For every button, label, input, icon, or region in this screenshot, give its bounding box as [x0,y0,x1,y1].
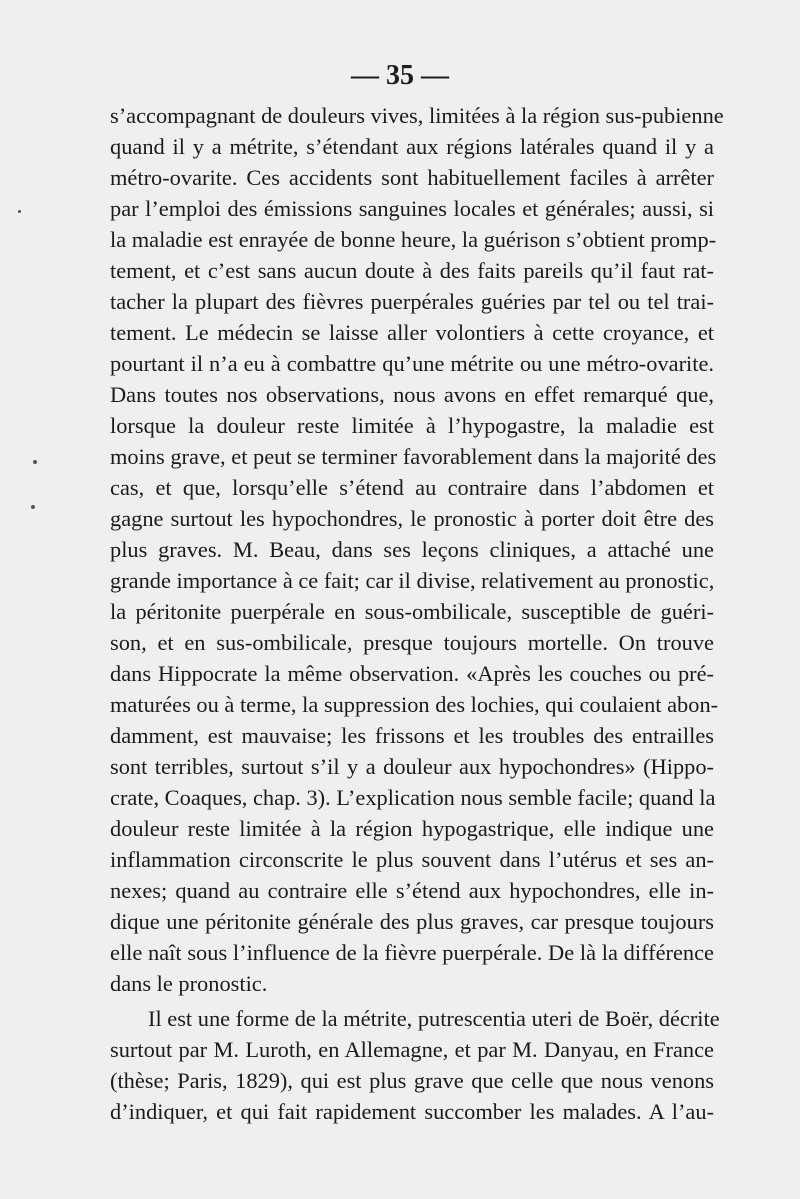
text-line: Il est une forme de la métrite, putrescentia uteri de Boër, décrite [148,1006,720,1031]
page-number: — 35 — [351,60,449,91]
text-line: grande importance à ce fait; car il divise, relativement au pronostic, [110,568,715,593]
text-line: tement, et c’est sans aucun doute à des faits pareils qu’il faut rat- [110,258,714,283]
text-line: inflammation circonscrite le plus souvent dans l’utérus et ses an- [110,847,714,872]
text-line: elle naît sous l’influence de la fièvre puerpérale. De là la différence [110,940,714,965]
text-line: nexes; quand au contraire elle s’étend aux hypochondres, elle in- [110,878,714,903]
text-line: pourtant il n’a eu à combattre qu’une métrite ou une métro-ovarite. [110,351,714,376]
text-line: dans Hippocrate la même observation. «Après les couches ou pré- [110,661,714,686]
text-line: par l’emploi des émissions sanguines locales et générales; aussi, si [110,196,714,221]
body-text [110,100,724,1127]
text-line: plus graves. M. Beau, dans ses leçons cliniques, a attaché une [110,537,714,562]
text-line: la péritonite puerpérale en sous-ombilicale, susceptible de guéri- [110,599,714,624]
text-line: dans le pronostic. [110,971,268,996]
text-line: cas, et que, lorsqu’elle s’étend au contraire dans l’abdomen et [110,475,714,500]
text-line: surtout par M. Luroth, en Allemagne, et par M. Danyau, en France [110,1037,714,1062]
text-line: gagne surtout les hypochondres, le pronostic à porter doit être des [110,506,714,531]
text-line: métro-ovarite. Ces accidents sont habituellement faciles à arrêter [110,165,714,190]
text-line: maturées ou à terme, la suppression des lochies, qui coulaient abon- [110,692,719,717]
text-line: son, et en sus-ombilicale, presque toujours mortelle. On trouve [110,630,714,655]
text-line: s’accompagnant de douleurs vives, limitées à la région sus-pubienne [110,103,724,128]
text-line: moins grave, et peut se terminer favorablement dans la majorité des [110,444,717,469]
text-line: (thèse; Paris, 1829), qui est plus grave que celle que nous venons [110,1068,714,1093]
text-line: dique une péritonite générale des plus graves, car presque toujours [110,909,714,934]
text-line: la maladie est enrayée de bonne heure, la guérison s’obtient promp- [110,227,717,252]
text-line: quand il y a métrite, s’étendant aux régions latérales quand il y a [110,134,714,159]
text-line: d’indiquer, et qui fait rapidement succomber les malades. A l’au- [110,1099,714,1124]
text-line: douleur reste limitée à la région hypogastrique, elle indique une [110,816,714,841]
text-line: sont terribles, surtout s’il y a douleur aux hypochondres» (Hippo- [110,754,714,779]
print-speck [18,210,21,213]
text-line: lorsque la douleur reste limitée à l’hypogastre, la maladie est [110,413,714,438]
print-speck [31,505,35,509]
text-line: tement. Le médecin se laisse aller volontiers à cette croyance, et [110,320,714,345]
text-line: damment, est mauvaise; les frissons et les troubles des entrailles [110,723,714,748]
text-line: Dans toutes nos observations, nous avons en effet remarqué que, [110,382,714,407]
print-speck [33,460,37,464]
text-line: crate, Coaques, chap. 3). L’explication nous semble facile; quand la [110,785,716,810]
text-line: tacher la plupart des fièvres puerpérales guéries par tel ou tel trai- [110,289,714,314]
